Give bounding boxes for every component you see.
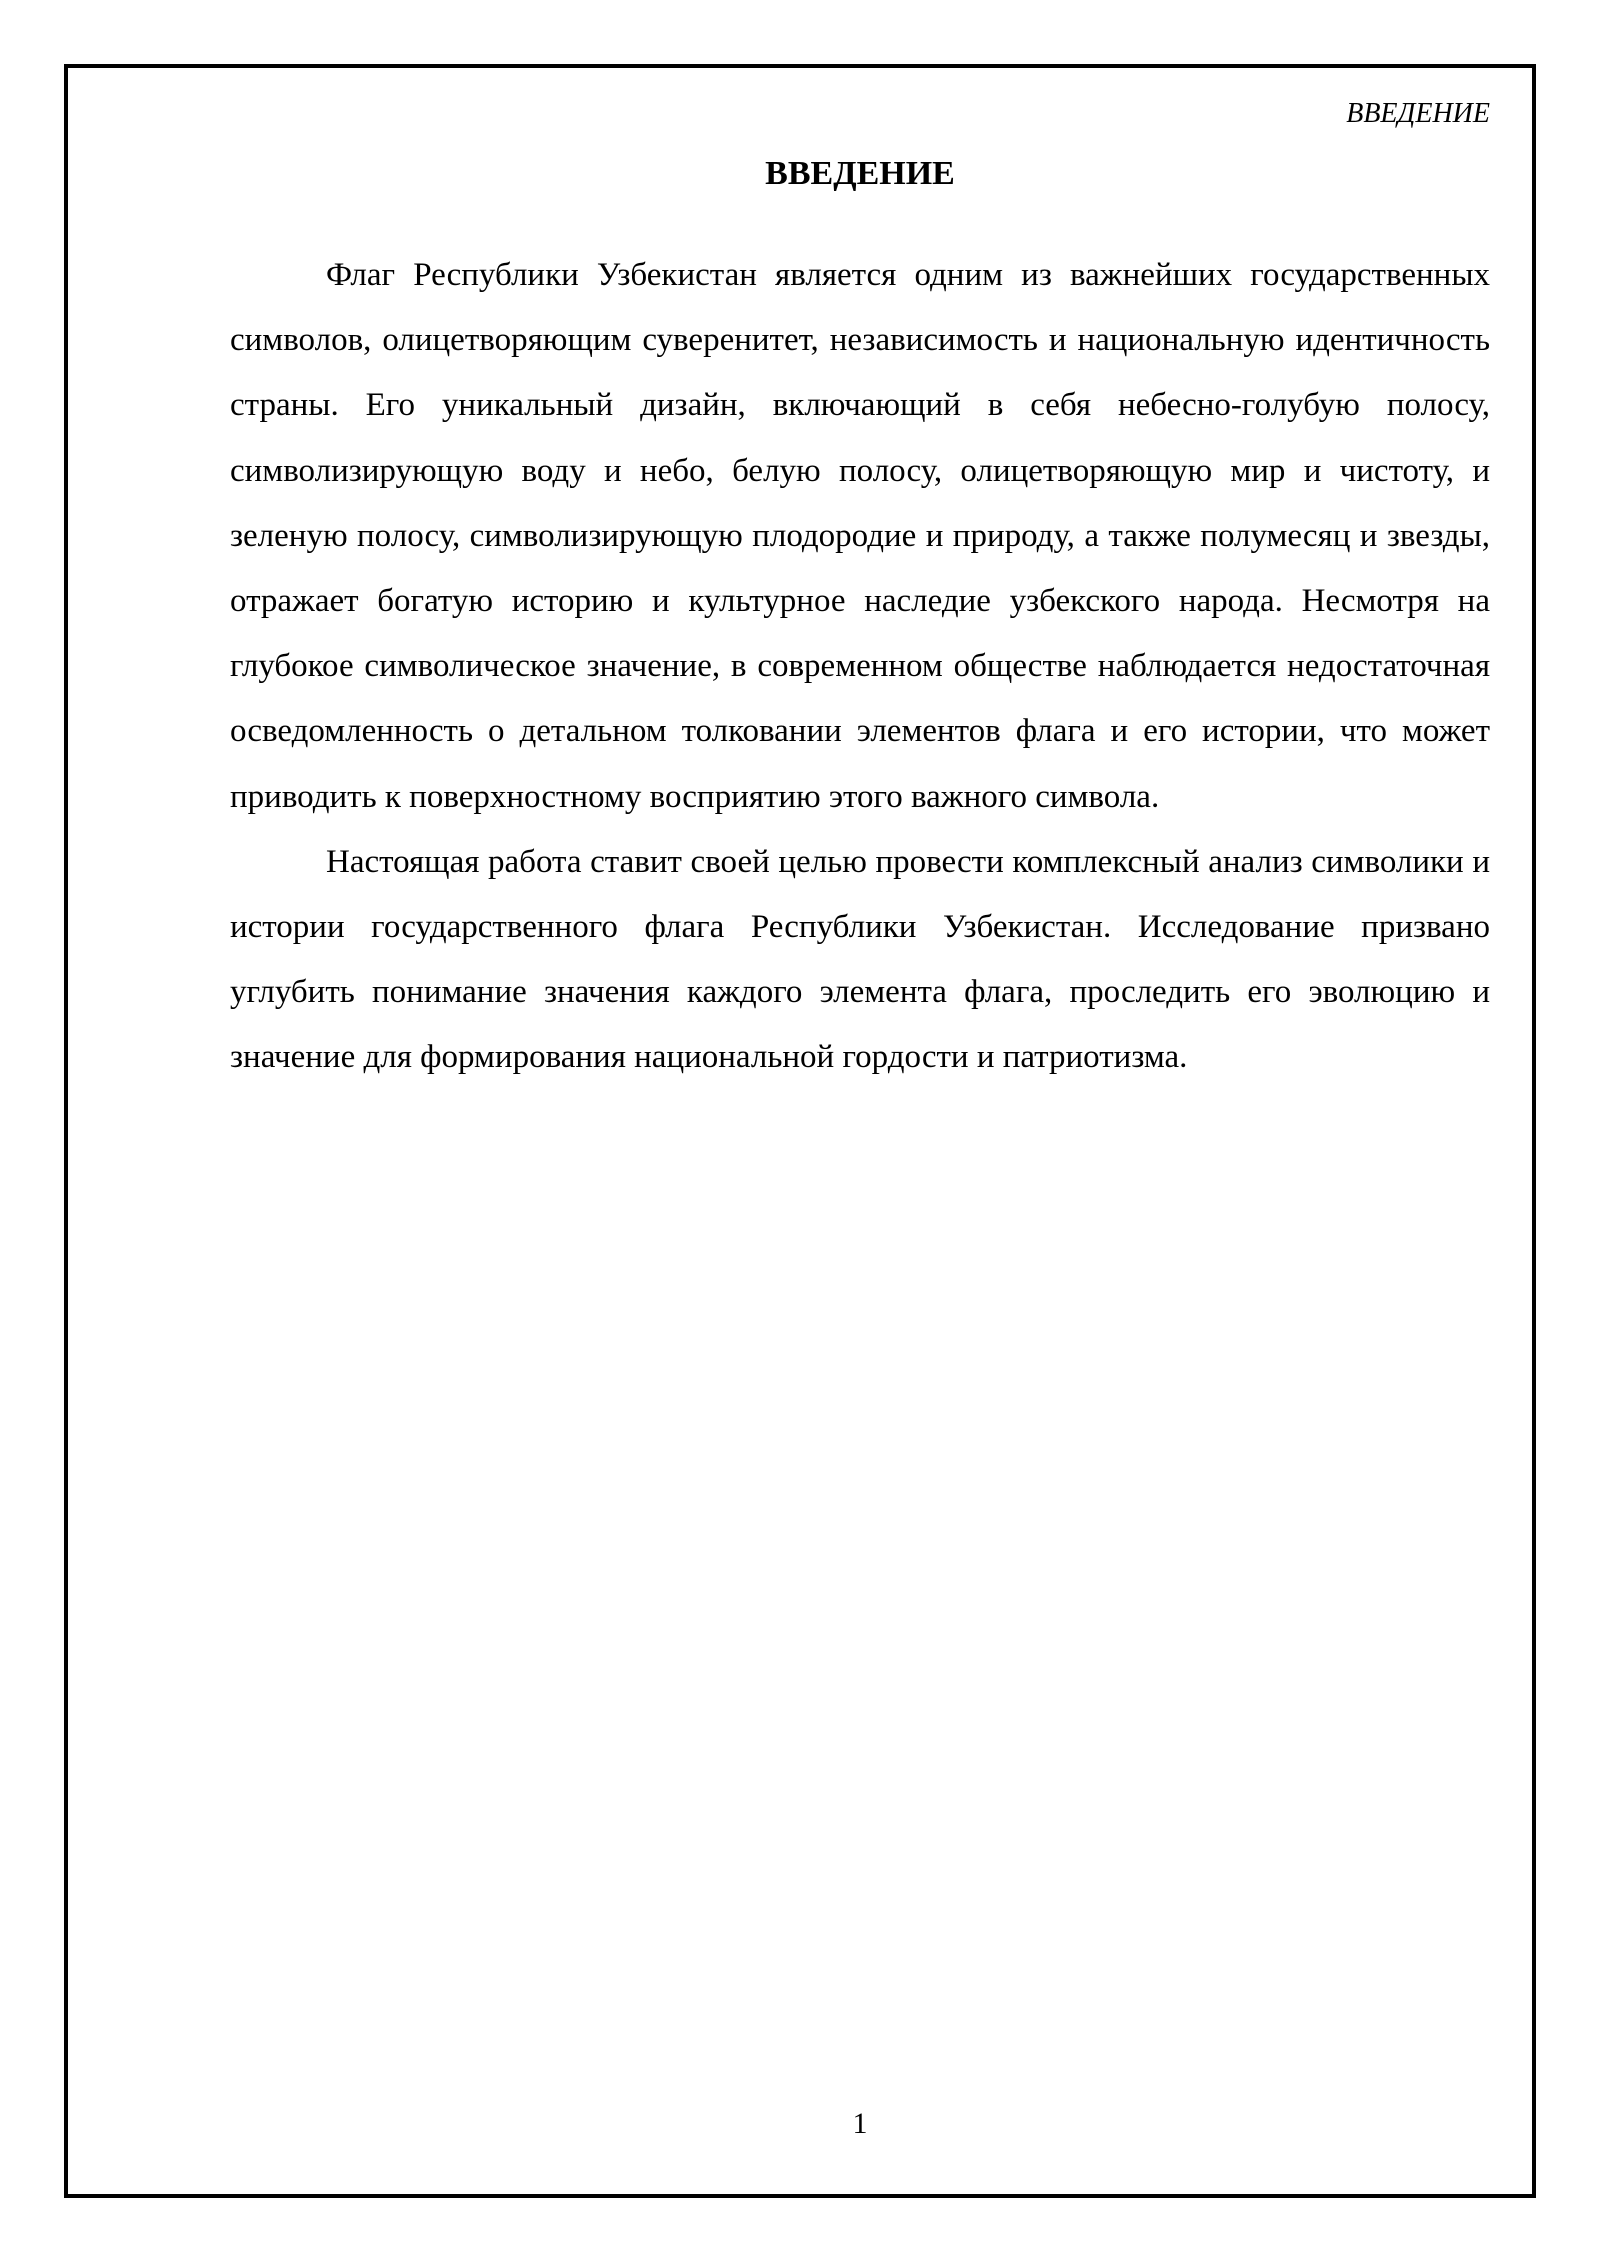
page-title: ВВЕДЕНИЕ <box>765 155 955 192</box>
page-number: 1 <box>852 2107 868 2140</box>
paragraph-intro: Флаг Республики Узбекистан является одним из важнейших государственных символов, олицетворяющим суверенитет, независимость и национальную идентичность страны. Его уникальный дизайн, включающий в себя небесно-голубую полосу, символизирующую воду и небо, белую полосу, олицетворяющую мир и чистоту, и зеленую полосу, символизирующую плодородие и природу, а также полумесяц и звезды, отражает богатую историю и культурное наследие узбекского народа. Несмотря на глубокое символическое значение, в современном обществе наблюдается недостаточная осведомленность о детальном толковании элементов флага и его истории, что может приводить к поверхностному восприятию этого важного символа. <box>230 257 1490 815</box>
running-header: ВВЕДЕНИЕ <box>1346 98 1490 129</box>
paragraph-goal: Настоящая работа ставит своей целью провести комплексный анализ символики и истории государственного флага Республики Узбекистан. Исследование призвано углубить понимание значения каждого элемента флага, проследить его эволюцию и значение для формирования национальной гордости и патриотизма. <box>230 843 1490 1076</box>
document-body <box>230 243 1490 1091</box>
